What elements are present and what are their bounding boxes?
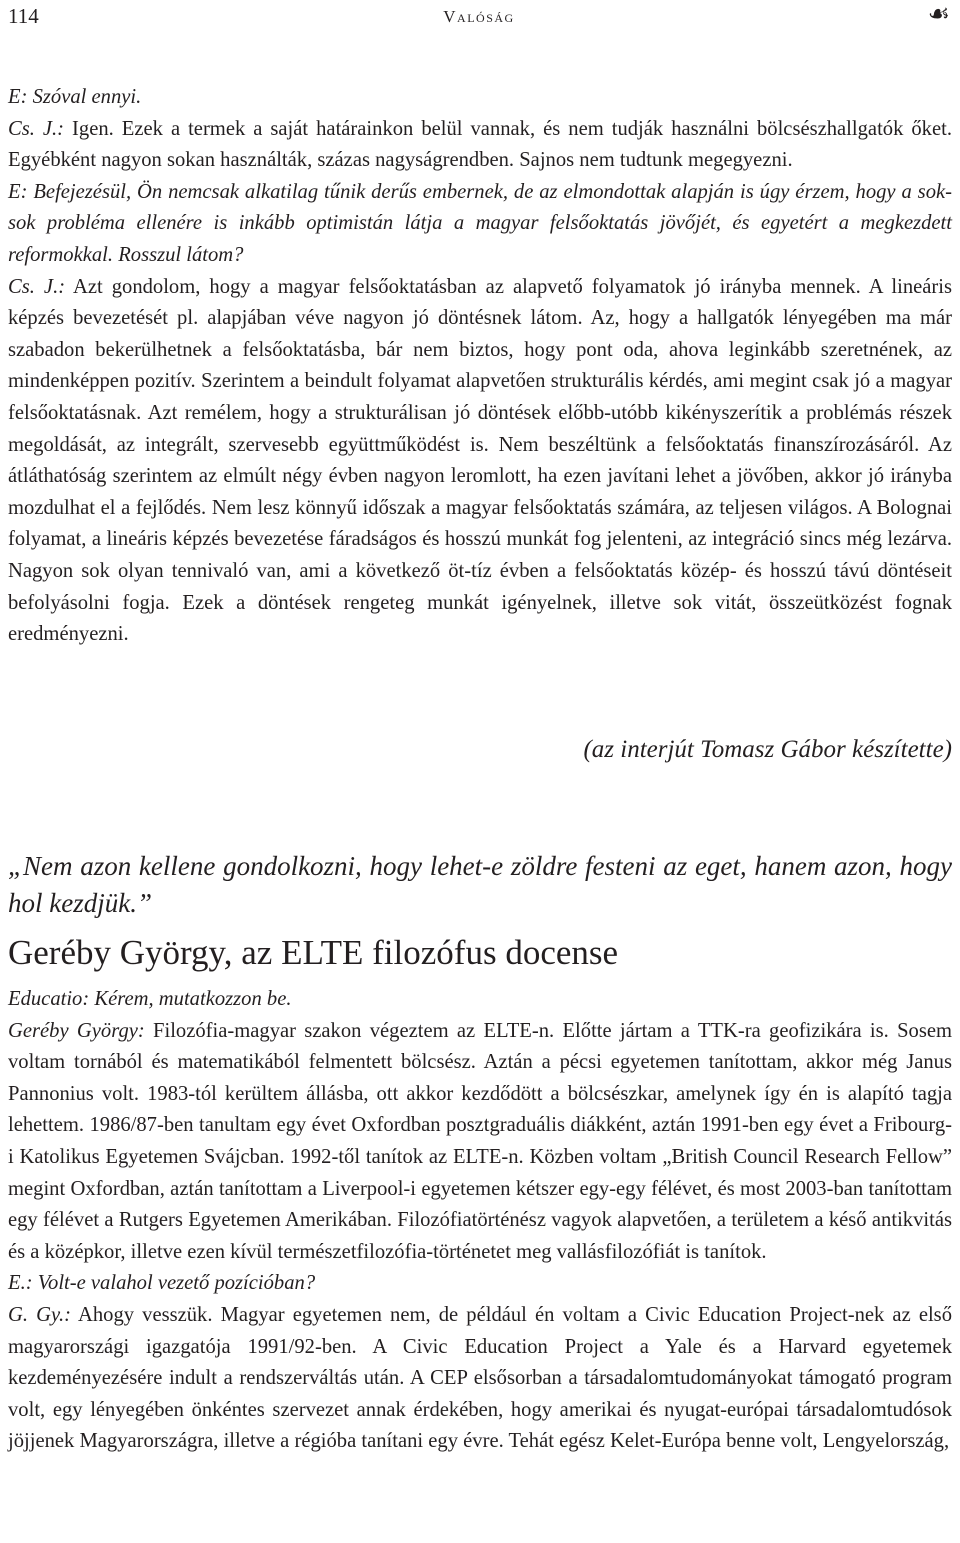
answer-paragraph bbox=[8, 1300, 952, 1458]
section-title: Geréby György, az ELTE filozófus docense bbox=[8, 933, 619, 972]
speaker-label: G. Gy.: bbox=[8, 1303, 72, 1326]
speaker-label: Geréby György: bbox=[8, 1019, 145, 1042]
answer-text: Filozófia-magyar szakon végeztem az ELTE-n. Előtte jártam a TTK-ra geofizikára is. Sosem voltam tornából és matematikából felmentett bölcsész. Aztán a pécsi egyetemen tanítottam, akkor még Janus Pannonius volt. 1983-tól kerültem állásba, ott akkor kezdődött a bölcsészkar, amelynek így én is alapító tagja lehettem. 1986/87-ben tanultam egy évet Oxfordban posztgraduális diákként, aztán 1991-ben egy évet a Fribourg-i Katolikus Egyetemen Svájcban. 1992-től tanítok az ELTE-n. Közben voltam „British Council Research Fellow” megint Oxfordban, aztán tanítottam a Liverpool-i egyetemen kétszer egy-egy félévet, és most 2003-ban tanítottam egy félévet a Rutgers Egyetemen Amerikában. Filozófiatörténész vagyok alapvetően, a területem a késő antikvitás és a középkor, illetve ezen kívül természetfilozófia-történetet meg vallásfilozófiát is tanítok. bbox=[8, 1019, 952, 1263]
interview-1 bbox=[8, 82, 952, 651]
running-title: Valóság bbox=[443, 7, 515, 26]
question-line: Educatio: Kérem, mutatkozzon be. bbox=[8, 988, 292, 1010]
speaker-label: Cs. J.: bbox=[8, 275, 66, 298]
page-number: 114 bbox=[8, 4, 39, 28]
fleuron-icon: ☙ bbox=[927, 1, 950, 28]
question-line: E.: Volt-e valahol vezető pozícióban? bbox=[8, 1272, 316, 1295]
pull-quote: „Nem azon kellene gondolkozni, hogy lehet-e zöldre festeni az eget, hanem azon, hogy hol kezdjük.” bbox=[8, 851, 952, 918]
interview-2 bbox=[8, 984, 952, 1458]
answer-text: Azt gondolom, hogy a magyar felsőoktatásban az alapvető folyamatok jó irányba mennek. A lineáris képzés bevezetését pl. alapjában véve nagyon jó döntésnek látom. Az, hogy a hallgatók lényegében ma már szabadon bekerülhetnek a felsőoktatásba, bár nem biztos, hogy pont oda, ahova leginkább szeretnének, az mindenképpen pozitív. Szerintem a beindult folyamat alapvetően strukturális kérdés, ami megint csak jó a magyar felsőoktatásnak. Azt remélem, hogy a strukturálisan jó döntések előbb-utóbb kikényszerítik a problémás részek megoldását, az integrált, szervesebb együttműködést is. Nem beszéltünk a felsőoktatás finanszírozásáról. Az átláthatóság szerintem az elmúlt négy évben nagyon leromlott, ha ezen javítani lehet a jövőben, akkor jó irányba mozdulhat el a fejlődés. Nem lesz könnyű időszak a magyar felsőoktatás számára, az teljesen világos. A Bolognai folyamat, a lineáris képzés bevezetése fáradságos és hosszú munkát fog jelenteni, az integráció sincs még lezárva. Nagyon sok olyan tennivaló van, ami a következő öt-tíz évben a felsőoktatás közép- és hosszú távú döntéseit befolyásolni fogja. Ezek a döntések rengeteg munkát igényelnek, illetve sok vitát, összeütközést fognak eredményezni. bbox=[8, 275, 952, 646]
answer-paragraph bbox=[8, 1016, 952, 1269]
answer-paragraph bbox=[8, 272, 952, 651]
answer-text: Ahogy vesszük. Magyar egyetemen nem, de például én voltam a Civic Education Project-nek az első magyarországi igazgatója 1991/92-ben. A Civic Education Project a Yale és a Harvard egyetemek kezdeményezésére indult a rendszerváltás után. A CEP elsősorban a társadalomtudományokat támogató program volt, egy lényegében önkéntes szervezet annak érdekében, hogy amerikai és nyugat-európai társadalomtudósok jöjjenek Magyarországra, illetve a régióba tanítani egy évre. Tehát egész Kelet-Európa benne volt, Lengyelország, bbox=[8, 1303, 952, 1453]
answer-text: Igen. Ezek a termek a saját határainkon belül vannak, és nem tudják használni bölcsészhallgatók őket. Egyébként nagyon sokan használták, százas nagyságrendben. Sajnos nem tudtunk megegyezni. bbox=[8, 117, 952, 172]
speaker-label: Cs. J.: bbox=[8, 117, 65, 140]
interviewer-signature: (az interjút Tomasz Gábor készítette) bbox=[583, 736, 952, 763]
question-line: E: Szóval ennyi. bbox=[8, 86, 142, 108]
question-paragraph: E: Befejezésül, Ön nemcsak alkatilag tűnik derűs embernek, de az elmondottak alapján is úgy érzem, hogy a sok-sok probléma ellenére is inkább optimistán látja a magyar felsőoktatás jövőjét, és egyetért a megkezdett reformokkal. Rosszul látom? bbox=[8, 180, 952, 266]
answer-paragraph bbox=[8, 114, 952, 177]
page-header bbox=[8, 1, 950, 32]
